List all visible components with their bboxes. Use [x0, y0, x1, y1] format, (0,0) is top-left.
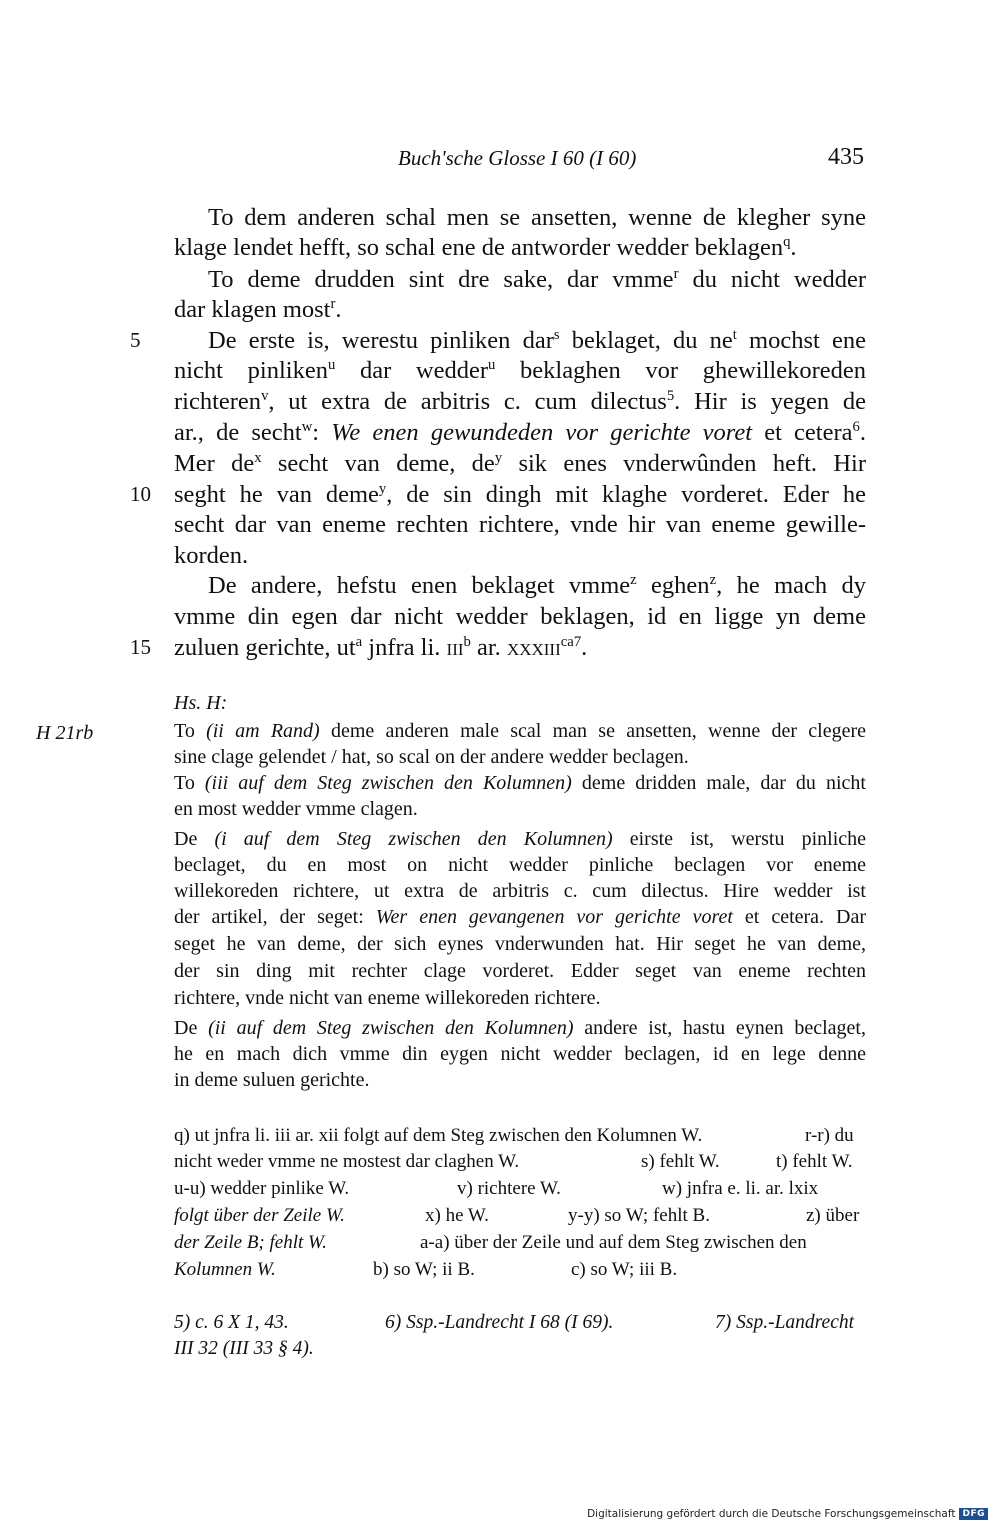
- text-line: richtere, vnde nicht van eneme willekoreden richtere.: [174, 987, 601, 1009]
- text-line: he en mach dich vmme din eygen nicht wedder beclagen, id en lege denne: [174, 1043, 866, 1065]
- apparatus-note: t) fehlt W.: [776, 1151, 853, 1172]
- running-header-title: Buch'sche Glosse I 60 (I 60): [398, 146, 637, 170]
- text-line: seght he van deme$^y$, de sin dingh mit klaghe vorderet. Eder he: [174, 480, 866, 508]
- text-line: dar klagen most$^r$.: [174, 295, 342, 323]
- apparatus-note: u-u) wedder pinlike W.: [174, 1178, 350, 1199]
- text-line: De andere, hefstu enen beklaget vmme$^z$ eghen$^z$, he mach dy: [208, 571, 866, 599]
- text-line: Mer $de^x$ secht van deme, $de^y$ sik enes vnderwûnden heft. Hir: [174, 449, 866, 477]
- text-line: willekoreden richtere, ut extra de arbitris c. cum dilectus. Hire wedder ist: [174, 880, 866, 902]
- apparatus-note: z) über: [806, 1205, 860, 1226]
- text-line: To (iii auf dem Steg zwischen den Kolumnen) deme dridden male, dar du nicht: [174, 772, 866, 794]
- apparatus-note: c) so W; iii B.: [571, 1259, 678, 1280]
- margin-folio-note: H 21rb: [36, 722, 94, 744]
- text-line: To deme drudden sint dre sake, dar vmme$^r$ du nicht wedder: [208, 265, 866, 293]
- apparatus-note: folgt über der Zeile W.: [174, 1205, 345, 1226]
- line-number: 15: [130, 635, 151, 659]
- manuscript-label: Hs. H:: [174, 692, 228, 714]
- source-note: III 32 (III 33 § 4).: [174, 1338, 314, 1359]
- source-note: 6) Ssp.-Landrecht I 68 (I 69).: [385, 1312, 614, 1333]
- digitization-credit: [587, 1508, 988, 1520]
- credit-text: Digitalisierung gefördert durch die Deutsche Forschungsgemeinschaft: [587, 1508, 956, 1520]
- text-line: der sin ding mit rechter clage vorderet. Edder seget van eneme rechten: [174, 960, 866, 982]
- line-number: 5: [130, 328, 141, 352]
- apparatus-note: b) so W; ii B.: [373, 1259, 475, 1280]
- apparatus-note: r-r) du: [805, 1125, 854, 1146]
- apparatus-note: q) ut jnfra li. iii ar. xii folgt auf dem Steg zwischen den Kolumnen W.: [174, 1125, 703, 1146]
- text-line: De erste is, werestu pinliken dar$^s$ beklaget, du $ne^t$ mochst ene: [208, 326, 866, 354]
- apparatus-note: der Zeile B; fehlt W.: [174, 1232, 327, 1253]
- page-number: 435: [828, 144, 864, 170]
- text-line: De (ii auf dem Steg zwischen den Kolumnen) andere ist, hastu eynen beclaget,: [174, 1017, 866, 1039]
- dfg-logo-icon: DFG: [959, 1508, 988, 1520]
- text-line: ar., de secht$^w$: We enen gewundeden vor gerichte voret et cetera$^6$.: [174, 418, 866, 446]
- text-line: en most wedder vmme clagen.: [174, 798, 418, 820]
- text-line: To (ii am Rand) deme anderen male scal man se ansetten, wenne der clegere: [174, 720, 866, 742]
- text-line: sine clage gelendet / hat, so scal on der andere wedder beclagen.: [174, 746, 689, 768]
- text-line: nicht pinliken$^u$ dar wedder$^u$ beklaghen vor ghewillekoreden: [174, 356, 866, 384]
- text-line: zuluen gerichte, $ut^a$ jnfra li. iii$^b$ ar. xxxiii$^{ca7}$.: [174, 633, 588, 661]
- text-line: beclaget, du en most on nicht wedder pinliche beclagen vor eneme: [174, 854, 866, 876]
- apparatus-note: Kolumnen W.: [174, 1259, 276, 1280]
- source-note: 5) c. 6 X 1, 43.: [174, 1312, 289, 1333]
- apparatus-note: w) jnfra e. li. ar. lxix: [662, 1178, 819, 1199]
- apparatus-note: v) richtere W.: [457, 1178, 561, 1199]
- apparatus-note: a-a) über der Zeile und auf dem Steg zwischen den: [420, 1232, 807, 1253]
- apparatus-note: y-y) so W; fehlt B.: [568, 1205, 710, 1226]
- text-line: De (i auf dem Steg zwischen den Kolumnen) eirste ist, werstu pinliche: [174, 828, 867, 850]
- text-line: To dem anderen schal men se ansetten, wenne de klegher syne: [208, 204, 866, 231]
- text-line: vmme din egen dar nicht wedder beklagen, id en ligge yn deme: [174, 603, 866, 630]
- line-number: 10: [130, 482, 151, 506]
- apparatus-note: s) fehlt W.: [641, 1151, 720, 1172]
- apparatus-note: x) he W.: [425, 1205, 489, 1226]
- text-line: in deme suluen gerichte.: [174, 1069, 370, 1091]
- text-line: der artikel, der seget: Wer enen gevangenen vor gerichte voret et cetera. Dar: [174, 906, 866, 928]
- text-line: secht dar van eneme rechten richtere, vnde hir van eneme gewille-: [174, 511, 866, 538]
- text-line: klage lendet hefft, so schal ene de antworder wedder beklagen$^q$.: [174, 233, 797, 261]
- source-note: 7) Ssp.-Landrecht: [715, 1312, 855, 1333]
- text-line: korden.: [174, 542, 249, 569]
- text-line: seget he van deme, der sich eynes vnderwunden hat. Hir seget he van deme,: [174, 933, 866, 955]
- apparatus-note: nicht weder vmme ne mostest dar claghen W.: [174, 1151, 520, 1172]
- text-line: richteren$^v$, ut extra de arbitris c. cum dilectus$^5$. Hir is yegen de: [174, 387, 866, 415]
